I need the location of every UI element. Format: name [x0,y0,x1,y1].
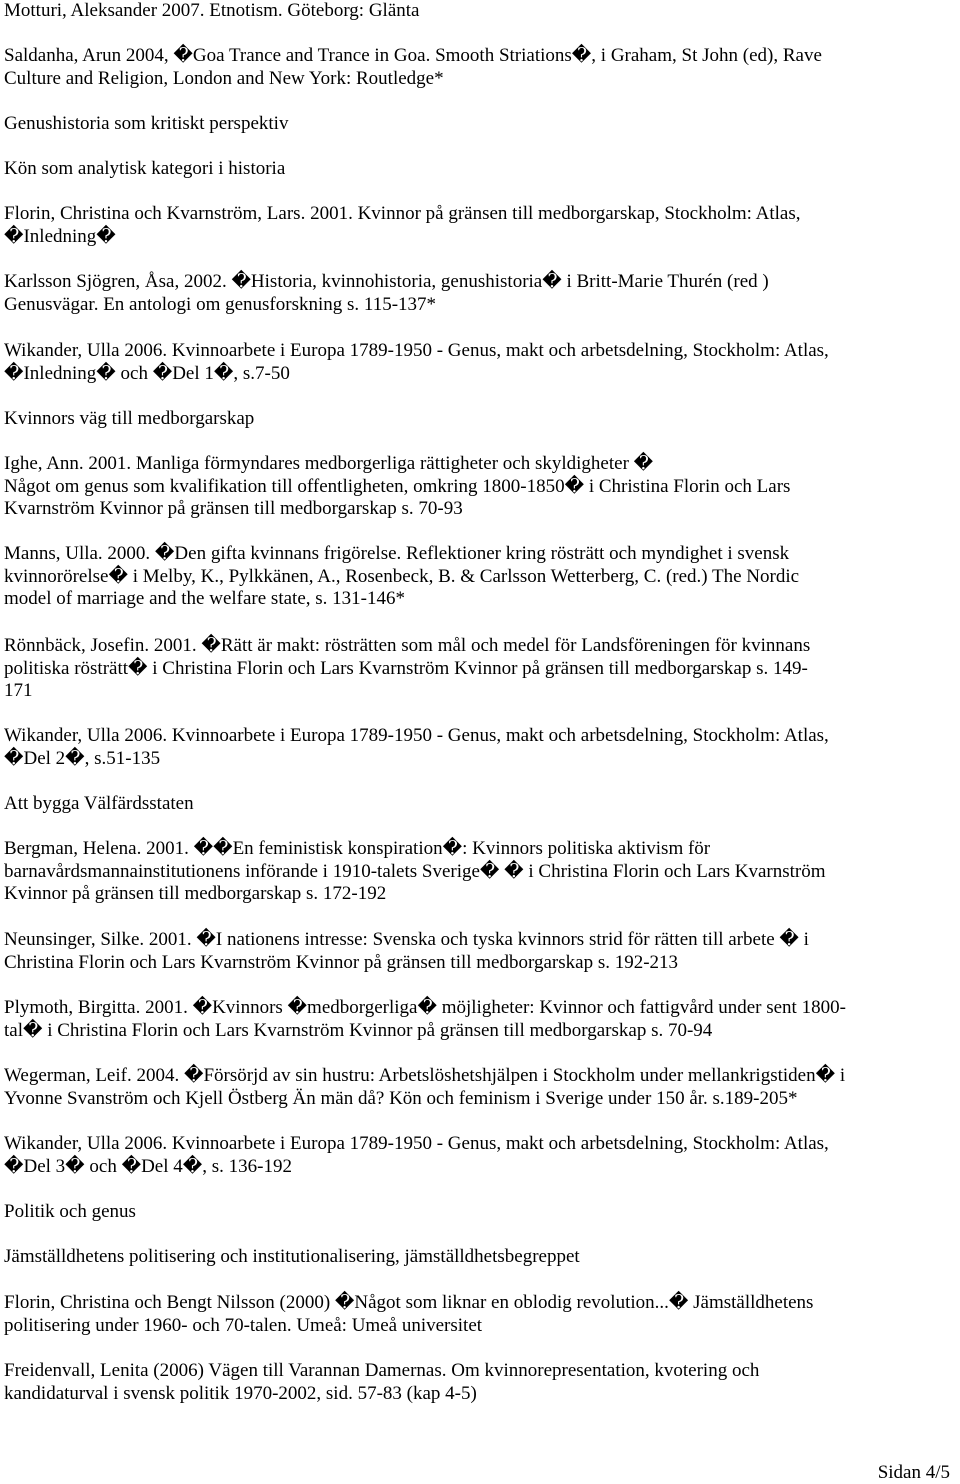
text-line: Karlsson Sjögren, Åsa, 2002. �Historia, kvinnohistoria, genushistoria� i Britt-Marie Thurén (red ) [4,271,769,292]
text-line: politiska rösträtt� i Christina Florin och Lars Kvarnström Kvinnor på gränsen till medborgarskap s. 149- [4,657,808,679]
text-line: Ighe, Ann. 2001. Manliga förmyndares medborgerliga rättigheter och skyldigheter � [4,453,654,474]
text-line: Kön som analytisk kategori i historia [4,158,286,179]
text-line: Genushistoria som kritiskt perspektiv [4,113,289,134]
subsection-heading [4,1246,954,1269]
text-line: �Del 2�, s.51-135 [4,747,161,769]
reference-entry [4,997,954,1042]
text-line: barnavårdsmannainstitutionens införande i 1910-talets Sverige� � i Christina Florin och Lars Kvarnström [4,860,826,882]
subsection-heading [4,158,954,181]
text-line: Genusvägar. En antologi om genusforskning s. 115-137* [4,293,437,315]
reference-entry [4,1360,954,1405]
reference-entry [4,838,954,906]
reference-entry [4,271,954,316]
reference-entry [4,340,954,385]
reference-entry [4,203,954,248]
text-line: Wikander, Ulla 2006. Kvinnoarbete i Europa 1789-1950 - Genus, makt och arbetsdelning, Stockholm: Atlas, [4,1133,829,1154]
reference-entry [4,1065,954,1110]
reference-entry [4,453,954,521]
section-heading [4,113,954,136]
text-line: Culture and Religion, London and New York: Routledge* [4,67,444,89]
section-heading [4,1201,954,1224]
text-line: Rönnbäck, Josefin. 2001. �Rätt är makt: rösträtten som mål och medel för Landsföreningen för kvinnans [4,635,811,656]
page-number: Sidan 4/5 [877,1462,950,1483]
text-line: tal� i Christina Florin och Lars Kvarnström Kvinnor på gränsen till medborgarskap s. 70-94 [4,1019,713,1041]
text-line: Att bygga Välfärdsstaten [4,793,194,814]
text-line: Något om genus som kvalifikation till offentligheten, omkring 1800-1850� i Christina Florin och Lars [4,475,791,497]
text-line: Freidenvall, Lenita (2006) Vägen till Varannan Damernas. Om kvinnorepresentation, kvotering och [4,1360,760,1381]
text-line: kandidaturval i svensk politik 1970-2002, sid. 57-83 (kap 4-5) [4,1382,477,1404]
reference-entry [4,635,954,703]
text-line: �Inledning� och �Del 1�, s.7-50 [4,362,290,384]
text-line: Wikander, Ulla 2006. Kvinnoarbete i Europa 1789-1950 - Genus, makt och arbetsdelning, Stockholm: Atlas, [4,725,829,746]
text-line: Kvinnors väg till medborgarskap [4,408,255,429]
text-line: Jämställdhetens politisering och institutionalisering, jämställdhetsbegreppet [4,1246,580,1267]
text-line: Saldanha, Arun 2004, �Goa Trance and Trance in Goa. Smooth Striations�, i Graham, St John (ed), Rave [4,45,822,66]
text-line: Christina Florin och Lars Kvarnström Kvinnor på gränsen till medborgarskap s. 192-213 [4,951,679,973]
reference-entry [4,929,954,974]
text-line: Florin, Christina och Bengt Nilsson (2000) �Något som liknar en oblodig revolution...� Jämställdhetens [4,1292,814,1313]
text-line: kvinnorörelse� i Melby, K., Pylkkänen, A., Rosenbeck, B. & Carlsson Wetterberg, C. (red.) The Nordic [4,565,800,587]
text-line: Plymoth, Birgitta. 2001. �Kvinnors �medborgerliga� möjligheter: Kvinnor och fattigvård under sent 1800- [4,997,846,1018]
text-line: Wikander, Ulla 2006. Kvinnoarbete i Europa 1789-1950 - Genus, makt och arbetsdelning, Stockholm: Atlas, [4,340,829,361]
text-line: model of marriage and the welfare state, s. 131-146* [4,588,405,609]
reference-entry [4,1133,954,1178]
text-line: Politik och genus [4,1201,136,1222]
text-line: Motturi, Aleksander 2007. Etnotism. Göteborg: Glänta [4,0,420,21]
section-heading [4,408,954,431]
text-line: Manns, Ulla. 2000. �Den gifta kvinnans frigörelse. Reflektioner kring rösträtt och myndighet i svensk [4,543,790,564]
section-heading [4,793,954,816]
reference-entry [4,1292,954,1337]
text-line: �Del 3� och �Del 4�, s. 136-192 [4,1155,292,1177]
text-line: Kvinnor på gränsen till medborgarskap s. 172-192 [4,883,387,904]
text-line: Florin, Christina och Kvarnström, Lars. 2001. Kvinnor på gränsen till medborgarskap, Stockholm: Atlas, [4,203,801,224]
text-line: Neunsinger, Silke. 2001. �I nationens intresse: Svenska och tyska kvinnors strid för rätten till arbete � i [4,929,809,950]
text-line: Bergman, Helena. 2001. ��En feministisk konspiration�: Kvinnors politiska aktivism för [4,838,711,859]
text-line: �Inledning� [4,225,116,247]
text-line: Yvonne Svanström och Kjell Östberg Än män då? Kön och feminism i Sverige under 150 år. s.189-205* [4,1087,798,1109]
text-line: Wegerman, Leif. 2004. �Försörjd av sin hustru: Arbetslöshetshjälpen i Stockholm under mellankrigstiden� i [4,1065,846,1086]
text-line: Kvarnström Kvinnor på gränsen till medborgarskap s. 70-93 [4,498,463,519]
reference-entry [4,725,954,770]
reference-entry [4,45,954,90]
reference-entry [4,543,954,611]
text-line: 171 [4,680,33,701]
reference-entry [4,0,954,23]
text-line: politisering under 1960- och 70-talen. Umeå: Umeå universitet [4,1314,483,1336]
